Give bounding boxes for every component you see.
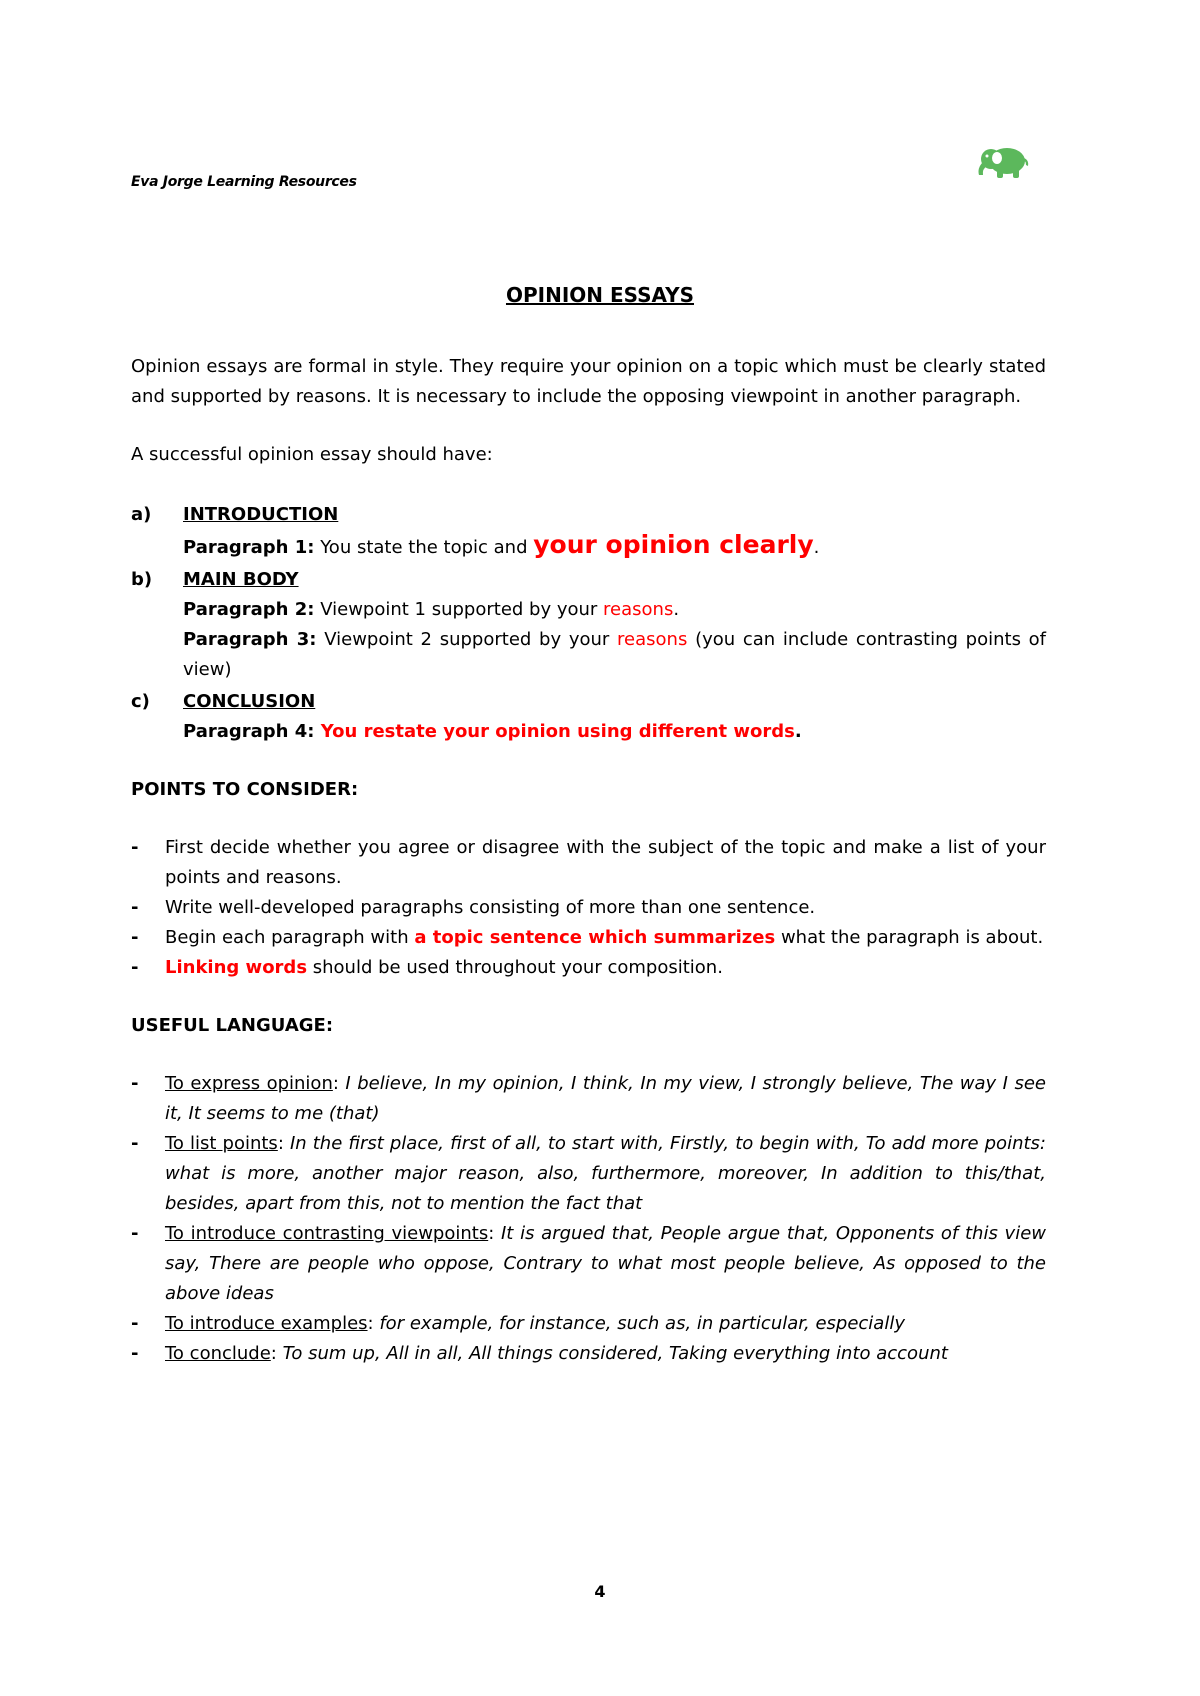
section-letter-c: c)	[131, 691, 150, 712]
language-separator: :	[270, 1343, 283, 1364]
paragraph-4-line	[183, 717, 1046, 747]
point-text-before: Begin each paragraph with	[165, 927, 415, 948]
language-text	[165, 1069, 1046, 1129]
section-introduction	[131, 500, 1046, 563]
language-separator: :	[332, 1073, 346, 1094]
point-text	[165, 923, 1046, 953]
language-phrases: I believe, In my opinion, I think, In my view, I strongly believe, The way I see it, It seems to me (that)	[165, 1073, 1046, 1124]
language-label: To list points	[165, 1133, 278, 1154]
language-label: To conclude	[165, 1343, 271, 1364]
section-heading-main-body: MAIN BODY	[183, 569, 299, 590]
paragraph-1-highlight: your opinion clearly	[533, 530, 814, 559]
language-text	[165, 1219, 1046, 1309]
point-highlight: a topic sentence which summarizes	[414, 927, 776, 948]
paragraph-2-highlight: reasons	[603, 599, 674, 620]
paragraph-2-line	[183, 595, 1046, 625]
dash-marker: -	[131, 1313, 139, 1334]
language-list	[131, 1069, 1046, 1369]
dash-marker: -	[131, 1073, 139, 1094]
language-separator: :	[367, 1313, 380, 1334]
language-label: To introduce contrasting viewpoints	[165, 1223, 489, 1244]
paragraph-3-end: (you can include contrasting points of view)	[183, 629, 1047, 680]
list-item	[131, 923, 1046, 953]
list-item	[131, 1219, 1046, 1309]
language-heading: USEFUL LANGUAGE:	[131, 1015, 334, 1036]
list-item	[131, 1069, 1046, 1129]
language-label: To express opinion	[165, 1073, 333, 1094]
point-text: Write well-developed paragraphs consisting of more than one sentence.	[165, 897, 816, 918]
page-title: OPINION ESSAYS	[505, 283, 694, 307]
section-conclusion	[131, 687, 1046, 747]
list-item	[131, 893, 1046, 923]
dash-marker: -	[131, 1343, 139, 1364]
language-separator: :	[488, 1223, 501, 1244]
section-heading-introduction: INTRODUCTION	[183, 504, 339, 525]
points-heading: POINTS TO CONSIDER:	[131, 779, 359, 800]
paragraph-4-end: .	[794, 721, 802, 742]
document-body	[131, 352, 1046, 1369]
language-phrases: for example, for instance, such as, in particular, especially	[379, 1313, 905, 1334]
dash-marker: -	[131, 837, 139, 858]
paragraph-2-label: Paragraph 2:	[183, 599, 315, 620]
list-item	[131, 1339, 1046, 1369]
section-heading-conclusion: CONCLUSION	[183, 691, 316, 712]
points-list	[131, 833, 1046, 983]
dash-marker: -	[131, 957, 139, 978]
paragraph-4-label: Paragraph 4:	[183, 721, 315, 742]
header-org: Eva Jorge Learning Resources	[131, 174, 357, 190]
dash-marker: -	[131, 1223, 139, 1244]
paragraph-3-label: Paragraph 3:	[183, 629, 317, 650]
list-item	[131, 953, 1046, 983]
language-text	[165, 1309, 1046, 1339]
paragraph-3-text: Viewpoint 2 supported by your	[316, 629, 618, 650]
point-text-after: should be used throughout your composition.	[307, 957, 723, 978]
point-text: First decide whether you agree or disagree with the subject of the topic and make a list of your points and reasons.	[165, 837, 1046, 888]
language-phrases: In the first place, first of all, to start with, Firstly, to begin with, To add more points: what is more, another major reason, also, furthermore, moreover, In addition to this/that, besides, apart from this, not to mention the fact that	[165, 1133, 1046, 1214]
list-item	[131, 1309, 1046, 1339]
paragraph-1-line	[183, 530, 1046, 563]
lead-sentence: A successful opinion essay should have:	[131, 444, 493, 465]
language-separator: :	[277, 1133, 290, 1154]
paragraph-2-end: .	[673, 599, 680, 620]
paragraph-4-highlight: You restate your opinion using different words	[314, 721, 795, 742]
language-text	[165, 1339, 1046, 1369]
elephant-icon	[973, 142, 1033, 182]
paragraph-1-label: Paragraph 1:	[183, 537, 315, 558]
section-main-body	[131, 565, 1046, 685]
point-text-after: what the paragraph is about.	[775, 927, 1044, 948]
list-item	[131, 833, 1046, 893]
paragraph-1-text: You state the topic and	[314, 537, 534, 558]
paragraph-1-end: .	[813, 537, 820, 558]
section-letter-a: a)	[131, 504, 152, 525]
intro-paragraph: Opinion essays are formal in style. They require your opinion on a topic which must be clearly stated and supported by reasons. It is necessary to include the opposing viewpoint in another paragraph.	[131, 356, 1046, 407]
language-label: To introduce examples	[165, 1313, 368, 1334]
section-letter-b: b)	[131, 569, 153, 590]
dash-marker: -	[131, 897, 139, 918]
paragraph-2-text: Viewpoint 1 supported by your	[314, 599, 604, 620]
point-text	[165, 953, 1046, 983]
language-text	[165, 1129, 1046, 1219]
dash-marker: -	[131, 1133, 139, 1154]
paragraph-3-highlight: reasons	[617, 629, 688, 650]
list-item	[131, 1129, 1046, 1219]
point-highlight: Linking words	[165, 957, 308, 978]
language-phrases: To sum up, All in all, All things considered, Taking everything into account	[282, 1343, 948, 1364]
dash-marker: -	[131, 927, 139, 948]
language-phrases: It is argued that, People argue that, Opponents of this view say, There are people who oppose, Contrary to what most people believe, As opposed to the above ideas	[165, 1223, 1046, 1304]
paragraph-3-line	[183, 625, 1046, 685]
page-number: 4	[594, 1582, 606, 1601]
